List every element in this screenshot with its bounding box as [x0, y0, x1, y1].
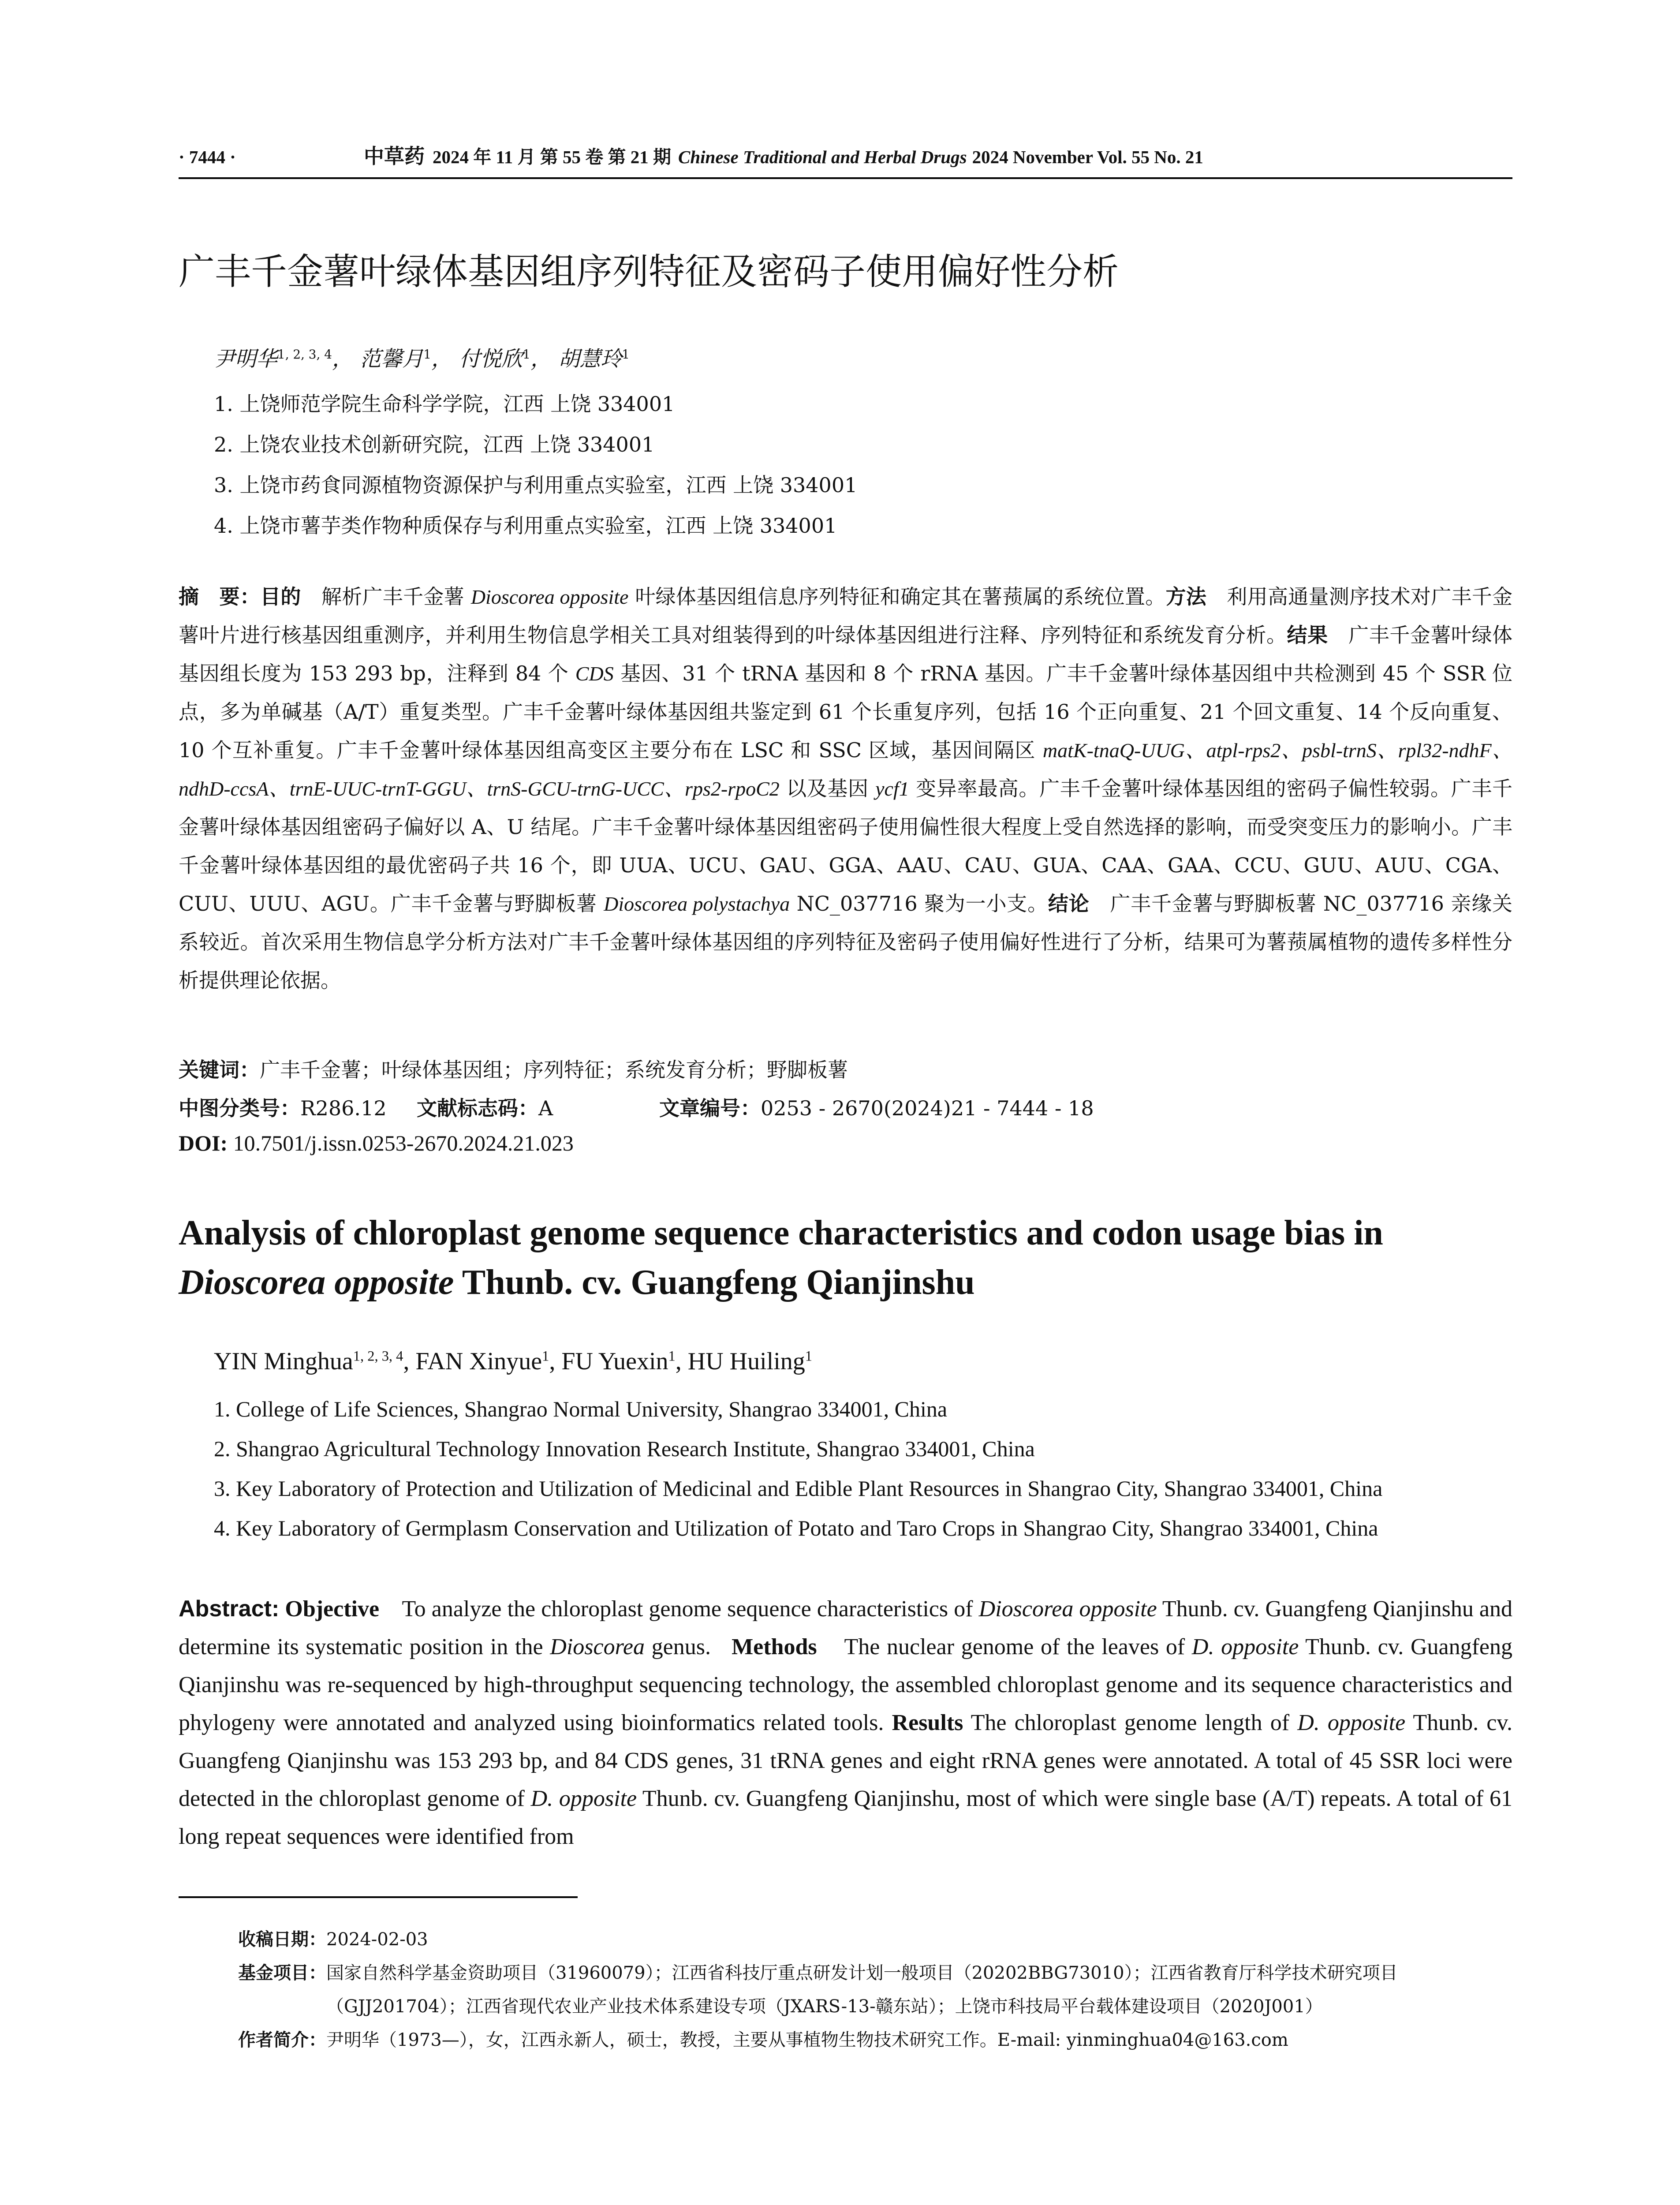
received-date: 2024-02-03 — [326, 1929, 428, 1950]
abstract-text: 广丰千金薯与野脚板薯 NC_037716 亲缘关系较近。首次采用生物信息学分析方法对广丰千金薯叶绿体基因组的序列特征及密码子使用偏好性进行了分析，结果可为薯蓣属植物的遗传多样性分析提供理论依据。 — [179, 892, 1512, 992]
abstract-text: Thunb. cv. Guangfeng Qianjinshu, most of which were single base (A/T) repeats. A total of 61 long repeat sequences were identified from — [179, 1786, 1513, 1849]
clc-label: 中图分类号： — [179, 1096, 300, 1120]
abstract-cn — [179, 578, 1512, 1000]
author-separator: , — [675, 1348, 688, 1375]
title-en-species: Dioscorea opposite — [179, 1263, 454, 1302]
species-name: D. opposite — [1191, 1634, 1299, 1659]
abstract-text: 变异率最高。广丰千金薯叶绿体基因组的密码子偏性较弱。广丰千金薯叶绿体基因组密码子偏好以 A、U 结尾。广丰千金薯叶绿体基因组密码子使用偏性很大程度上受自然选择的影响，而受突变压力的影响小。广丰千金薯叶绿体基因组的最优密码子共 16 个，即 UUA、UCU、GAU、GGA、AAU、CAU、GUA、CAA、GAA、CCU、GUU、AUU、CGA、CUU、UUU、AGU。广丰千金薯与野脚板薯 — [179, 777, 1513, 916]
abstract-label-en: Abstract: — [179, 1596, 280, 1622]
abstract-text: To analyze the chloroplast genome sequence characteristics of — [402, 1596, 979, 1622]
results-label-cn: 结果 — [1287, 623, 1328, 647]
abstract-text: 基因、31 个 tRNA 基因和 8 个 rRNA 基因。广丰千金薯叶绿体基因组中共检测到 45 个 SSR 位点，多为单碱基（A/T）重复类型。广丰千金薯叶绿体基因组共鉴定到 61 个长重复序列，包括 16 个正向重复、21 个回文重复、14 个反向重复、10 个互补重复。广丰千金薯叶绿体基因组高变区主要分布在 LSC 和 SSC 区域，基因间隔区 — [179, 662, 1512, 762]
species-name: D. opposite — [530, 1786, 637, 1811]
cds-term: CDS — [575, 662, 614, 685]
fund-text: 国家自然科学基金资助项目（31960079）；江西省科技厅重点研发计划一般项目（20202BBG73010）；江西省教育厅科学技术研究项目（GJJ201704）；江西省现代农业产业技术体系建设专项（JXARS-13-赣东站）；上饶市科技局平台载体建设项目（2020J001） — [326, 1963, 1398, 2017]
author-name: HU Huiling — [687, 1348, 805, 1375]
footnote-author — [238, 2023, 1517, 2057]
author-name: FAN Xinyue — [415, 1348, 542, 1375]
footnote-rule — [179, 1896, 578, 1898]
affiliation-item: 2. 上饶农业技术创新研究院，江西 上饶 334001 — [214, 433, 655, 456]
title-en-line-1: Analysis of chloroplast genome sequence characteristics and codon usage bias in — [179, 1214, 1383, 1252]
keywords-label: 关键词： — [179, 1058, 260, 1082]
methods-label-en: Methods — [732, 1634, 817, 1659]
author-affiliation-mark: 1, 2, 3, 4 — [277, 347, 332, 362]
author-affiliation-mark: 1 — [542, 1348, 549, 1364]
affiliations-cn — [214, 384, 1537, 546]
keywords-cn — [179, 1054, 1512, 1083]
affiliation-item: 4. Key Laboratory of Germplasm Conservation and Utilization of Potato and Taro Crops in Shangrao City, Shangrao 334001, China — [214, 1516, 1378, 1540]
author-name: YIN Minghua — [214, 1348, 353, 1375]
header-rule — [179, 177, 1512, 179]
doc-code-value: A — [538, 1096, 553, 1120]
genus-name: Dioscorea — [550, 1634, 645, 1659]
author-separator: ， — [530, 347, 552, 371]
doc-code-label: 文献标志码： — [417, 1096, 538, 1120]
journal-name-en: Chinese Traditional and Herbal Drugs — [678, 147, 967, 167]
abstract-en — [179, 1590, 1512, 1856]
author-affiliation-mark: 1 — [622, 347, 630, 362]
issue-info-en: 2024 November Vol. 55 No. 21 — [972, 147, 1203, 167]
author-name: 胡慧玲 — [558, 347, 622, 371]
title-en-line-2 — [179, 1258, 1546, 1307]
affiliation-item: 1. 上饶师范学院生命科学学院，江西 上饶 334001 — [214, 392, 675, 416]
fund-label: 基金项目： — [238, 1963, 326, 1983]
footnotes — [238, 1923, 1517, 2057]
doi-value[interactable]: 10.7501/j.issn.0253-2670.2024.21.023 — [233, 1131, 574, 1155]
affiliations-en — [214, 1389, 1537, 1548]
abstract-label-cn: 摘 要： — [179, 585, 261, 609]
author-name: FU Yuexin — [561, 1348, 668, 1375]
page-number: · 7444 · — [179, 147, 236, 167]
author-name: 范馨月 — [360, 347, 424, 371]
abstract-text: The nuclear genome of the leaves of — [844, 1634, 1192, 1659]
author-name: 付悦欣 — [459, 347, 523, 371]
author-bio-text: 尹明华（1973—），女，江西永新人，硕士，教授，主要从事植物生物技术研究工作。E-mail: yinminghua04@163.com — [326, 2030, 1288, 2050]
affiliation-item: 3. 上饶市药食同源植物资源保护与利用重点实验室，江西 上饶 334001 — [214, 473, 858, 497]
footnote-received — [238, 1923, 1517, 1956]
affiliation-item: 3. Key Laboratory of Protection and Utilization of Medicinal and Edible Plant Resources in Shangrao City, Shangrao 334001, China — [214, 1476, 1383, 1501]
keywords-text: 广丰千金薯；叶绿体基因组；序列特征；系统发育分析；野脚板薯 — [260, 1058, 848, 1082]
doi-label: DOI: — [179, 1131, 228, 1155]
abstract-text: Thunb. cv. Guangfeng Qianjinshu was re-sequenced by high-throughput sequencing technology, the assembled chloroplast genome and its sequence characteristics and phylogeny were annotated and analyzed using bioinformatics related tools. — [179, 1634, 1513, 1735]
article-number-value: 0253 - 2670(2024)21 - 7444 - 18 — [761, 1096, 1094, 1120]
abstract-text: 广丰千金薯叶绿体基因组长度为 153 293 bp，注释到 84 个 — [179, 623, 1512, 685]
abstract-text: NC_037716 聚为一小支。 — [790, 892, 1048, 916]
conclusion-label-cn: 结论 — [1048, 892, 1090, 916]
intergenic-regions: matK-tnaQ-UUG、atpl-rps2、psbl-trnS、rpl32-ndhF、ndhD-ccsA、trnE-UUC-trnT-GGU、trnS-GCU-trnG-UCC、rps2-rpoC2 — [179, 739, 1512, 800]
classification-line — [179, 1092, 1512, 1121]
title-cn: 广丰千金薯叶绿体基因组序列特征及密码子使用偏好性分析 — [179, 251, 1119, 293]
author-affiliation-mark: 1 — [805, 1348, 812, 1364]
objective-label-cn: 目的 — [260, 585, 301, 609]
running-header — [179, 140, 1512, 169]
authors-cn — [214, 342, 630, 372]
issue-info-cn: 2024 年 11 月 第 55 卷 第 21 期 — [433, 147, 671, 167]
author-separator: , — [549, 1348, 562, 1375]
journal-name-cn: 中草药 — [364, 145, 425, 168]
affiliation-item: 4. 上饶市薯芋类作物种质保存与利用重点实验室，江西 上饶 334001 — [214, 514, 837, 538]
species-name: Dioscorea polystachya — [604, 893, 790, 915]
abstract-text: genus. — [644, 1634, 711, 1659]
abstract-text: 利用高通量测序技术对广丰千金薯叶片进行核基因组重测序，并利用生物信息学相关工具对组装得到的叶绿体基因组进行注释、序列特征和系统发育分析。 — [179, 585, 1513, 647]
author-separator: , — [403, 1348, 416, 1375]
abstract-text: Thunb. cv. Guangfeng Qianjinshu and determine its systematic position in the — [179, 1596, 1512, 1659]
received-label: 收稿日期： — [238, 1929, 326, 1950]
author-separator: ， — [431, 347, 452, 371]
objective-label-en: Objective — [285, 1596, 380, 1622]
abstract-text: 叶绿体基因组信息序列特征和确定其在薯蓣属的系统位置。 — [628, 585, 1166, 609]
gene-name: ycf1 — [875, 777, 909, 800]
author-bio-label: 作者简介： — [238, 2030, 326, 2050]
methods-label-cn: 方法 — [1165, 585, 1207, 609]
doi-line — [179, 1130, 1512, 1156]
species-name: Dioscorea opposite — [978, 1596, 1157, 1622]
author-affiliation-mark: 1 — [523, 347, 530, 362]
authors-en — [214, 1347, 812, 1375]
article-number-label: 文章编号： — [659, 1096, 761, 1120]
author-affiliation-mark: 1, 2, 3, 4 — [353, 1348, 403, 1364]
species-name: Dioscorea opposite — [470, 586, 629, 608]
title-en-rest: Thunb. cv. Guangfeng Qianjinshu — [454, 1263, 975, 1302]
abstract-text: 解析广丰千金薯 — [321, 585, 471, 609]
abstract-text: 以及基因 — [779, 777, 876, 800]
results-label-en: Results — [892, 1710, 963, 1735]
title-en — [179, 1208, 1546, 1307]
abstract-text: Thunb. cv. Guangfeng Qianjinshu was 153 293 bp, and 84 CDS genes, 31 tRNA genes and eight rRNA genes were annotated. A total of 45 SSR loci were detected in the chloroplast genome of — [179, 1710, 1513, 1811]
abstract-text: The chloroplast genome length of — [971, 1710, 1298, 1735]
affiliation-item: 2. Shangrao Agricultural Technology Innovation Research Institute, Shangrao 334001, China — [214, 1436, 1035, 1461]
affiliation-item: 1. College of Life Sciences, Shangrao Normal University, Shangrao 334001, China — [214, 1397, 948, 1421]
species-name: D. opposite — [1297, 1710, 1406, 1735]
author-affiliation-mark: 1 — [668, 1348, 676, 1364]
author-separator: ， — [332, 347, 353, 371]
clc-value: R286.12 — [300, 1096, 387, 1120]
footnote-fund — [238, 1956, 1517, 2023]
author-name: 尹明华 — [214, 347, 278, 371]
author-affiliation-mark: 1 — [423, 347, 431, 362]
